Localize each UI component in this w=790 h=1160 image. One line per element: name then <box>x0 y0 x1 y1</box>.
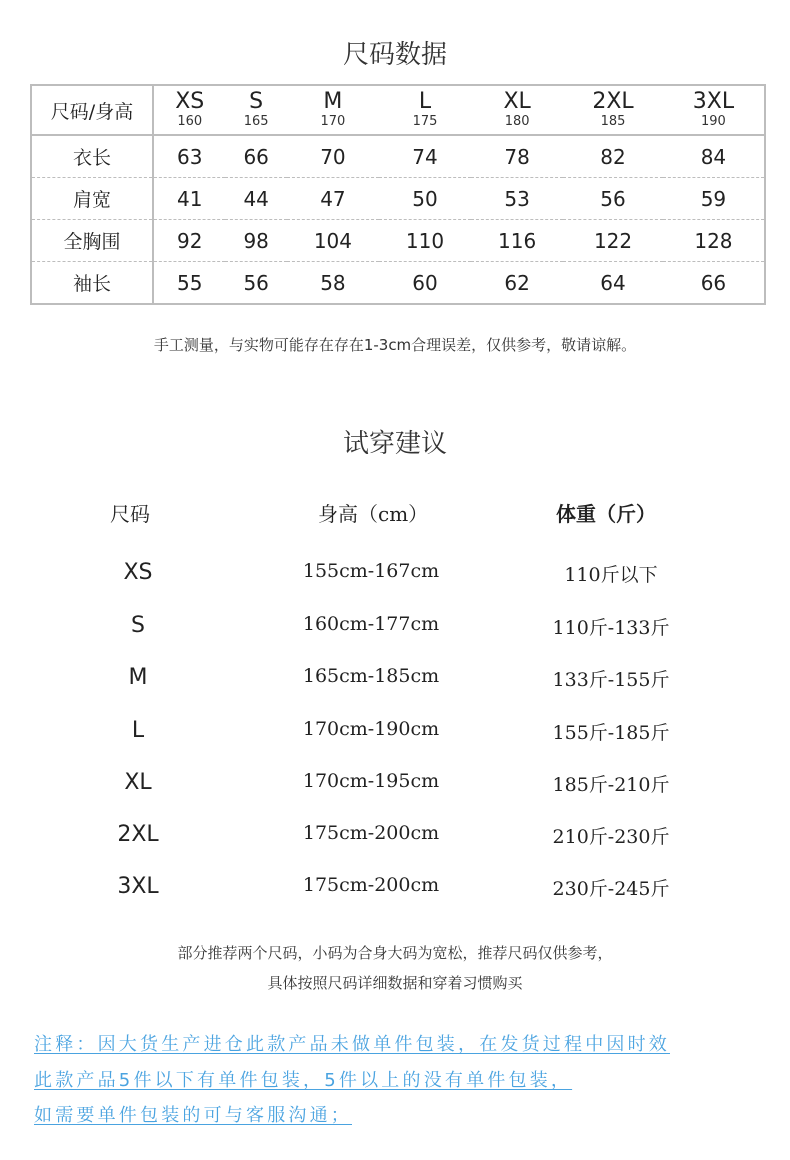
rec-weight: 110斤-133斤 <box>552 617 670 639</box>
table-row <box>31 220 765 262</box>
size-height: 180 <box>504 114 530 129</box>
recommend-note-line1: 部分推荐两个尺码，小码为合身大码为宽松，推荐尺码仅供参考， <box>177 944 613 962</box>
packaging-note-line1: 注释：因大货生产进仓此款产品未做单件包装，在发货过程中因时效 <box>34 1034 670 1055</box>
table-cell: 82 <box>563 135 663 178</box>
rec-size: 3XL <box>117 874 159 899</box>
size-col-2xl <box>563 85 663 135</box>
row-label: 全胸围 <box>31 220 153 262</box>
size-col-xl <box>471 85 563 135</box>
size-name: M <box>323 89 343 114</box>
table-cell: 60 <box>412 270 438 295</box>
table-row <box>31 262 765 305</box>
table-cell: 41 <box>153 178 225 220</box>
size-col-xs <box>153 85 225 135</box>
rec-weight: 133斤-155斤 <box>552 669 670 691</box>
recommend-title: 试穿建议 <box>342 429 447 459</box>
size-col-m <box>287 85 379 135</box>
size-col-3xl <box>663 85 765 135</box>
table-cell: 66 <box>700 270 727 295</box>
table-row <box>31 178 765 220</box>
size-name: XL <box>503 89 531 114</box>
table-cell: 84 <box>663 135 765 178</box>
size-name: 2XL <box>592 89 634 114</box>
rec-weight: 185斤-210斤 <box>552 774 670 796</box>
recommend-row <box>0 665 790 695</box>
size-data-title: 尺码数据 <box>342 40 447 70</box>
header-label: 尺码/身高 <box>31 85 153 135</box>
rec-height: 175cm-200cm <box>302 874 440 896</box>
table-cell: 53 <box>471 178 563 220</box>
rec-weight: 110斤以下 <box>564 564 658 586</box>
table-cell: 59 <box>663 178 765 220</box>
rec-weight: 210斤-230斤 <box>552 826 670 848</box>
table-cell: 44 <box>225 178 286 220</box>
rec-height: 155cm-167cm <box>302 560 440 582</box>
size-height: 170 <box>320 114 346 129</box>
recommend-row <box>0 822 790 852</box>
recommend-note-line2: 具体按照尺码详细数据和穿着习惯购买 <box>267 974 523 992</box>
size-name: L <box>418 89 432 114</box>
table-cell: 62 <box>504 270 530 295</box>
table-cell: 56 <box>563 178 663 220</box>
recommend-row <box>0 874 790 904</box>
table-cell: 47 <box>287 178 379 220</box>
size-name: 3XL <box>692 89 735 114</box>
size-height: 175 <box>412 114 438 129</box>
rec-size: XS <box>123 560 153 585</box>
col-header-weight: 体重（斤） <box>556 502 656 526</box>
table-cell: 55 <box>177 270 203 295</box>
col-header-height: 身高（cm） <box>318 502 429 526</box>
row-label: 袖长 <box>31 262 153 305</box>
rec-size: M <box>128 665 148 690</box>
row-label: 肩宽 <box>31 178 153 220</box>
col-header-size: 尺码 <box>110 502 150 526</box>
table-cell: 63 <box>153 135 225 178</box>
size-col-l <box>379 85 471 135</box>
rec-size: S <box>131 613 145 638</box>
table-cell: 110 <box>379 220 471 262</box>
rec-size: 2XL <box>117 822 159 847</box>
table-cell: 70 <box>287 135 379 178</box>
table-cell: 128 <box>663 220 765 262</box>
rec-weight: 155斤-185斤 <box>552 722 670 744</box>
table-cell: 66 <box>225 135 286 178</box>
recommend-row <box>0 613 790 643</box>
table-cell: 122 <box>563 220 663 262</box>
table-cell: 58 <box>320 270 346 295</box>
rec-height: 170cm-190cm <box>302 718 440 740</box>
size-height: 160 <box>177 114 203 129</box>
table-row <box>31 135 765 178</box>
size-height: 165 <box>243 114 269 129</box>
rec-height: 175cm-200cm <box>302 822 440 844</box>
size-height: 185 <box>600 114 626 129</box>
table-cell: 116 <box>471 220 563 262</box>
packaging-note-line3: 如需要单件包装的可与客服沟通； <box>34 1105 352 1126</box>
size-name: S <box>249 89 264 114</box>
rec-height: 160cm-177cm <box>302 613 440 635</box>
table-cell: 50 <box>379 178 471 220</box>
measurement-note: 手工测量，与实物可能存在存在1-3cm合理误差，仅供参考，敬请谅解。 <box>153 336 637 354</box>
recommend-row <box>0 560 790 590</box>
size-table-header <box>31 85 765 135</box>
table-cell: 64 <box>600 270 626 295</box>
table-cell: 92 <box>153 220 225 262</box>
row-label: 衣长 <box>31 135 153 178</box>
rec-weight: 230斤-245斤 <box>552 878 670 900</box>
rec-size: L <box>131 718 145 743</box>
table-cell: 78 <box>471 135 563 178</box>
packaging-note-line2: 此款产品5件以下有单件包装，5件以上的没有单件包装， <box>34 1070 573 1091</box>
size-col-s <box>225 85 286 135</box>
rec-height: 165cm-185cm <box>302 665 440 687</box>
table-cell: 104 <box>287 220 379 262</box>
recommend-row <box>0 770 790 800</box>
rec-height: 170cm-195cm <box>302 770 440 792</box>
table-cell: 98 <box>225 220 286 262</box>
size-height: 190 <box>701 114 726 129</box>
table-cell: 56 <box>243 270 269 295</box>
rec-size: XL <box>124 770 152 795</box>
size-name: XS <box>175 89 205 114</box>
size-table <box>30 84 766 305</box>
table-cell: 74 <box>379 135 471 178</box>
recommend-row <box>0 718 790 748</box>
